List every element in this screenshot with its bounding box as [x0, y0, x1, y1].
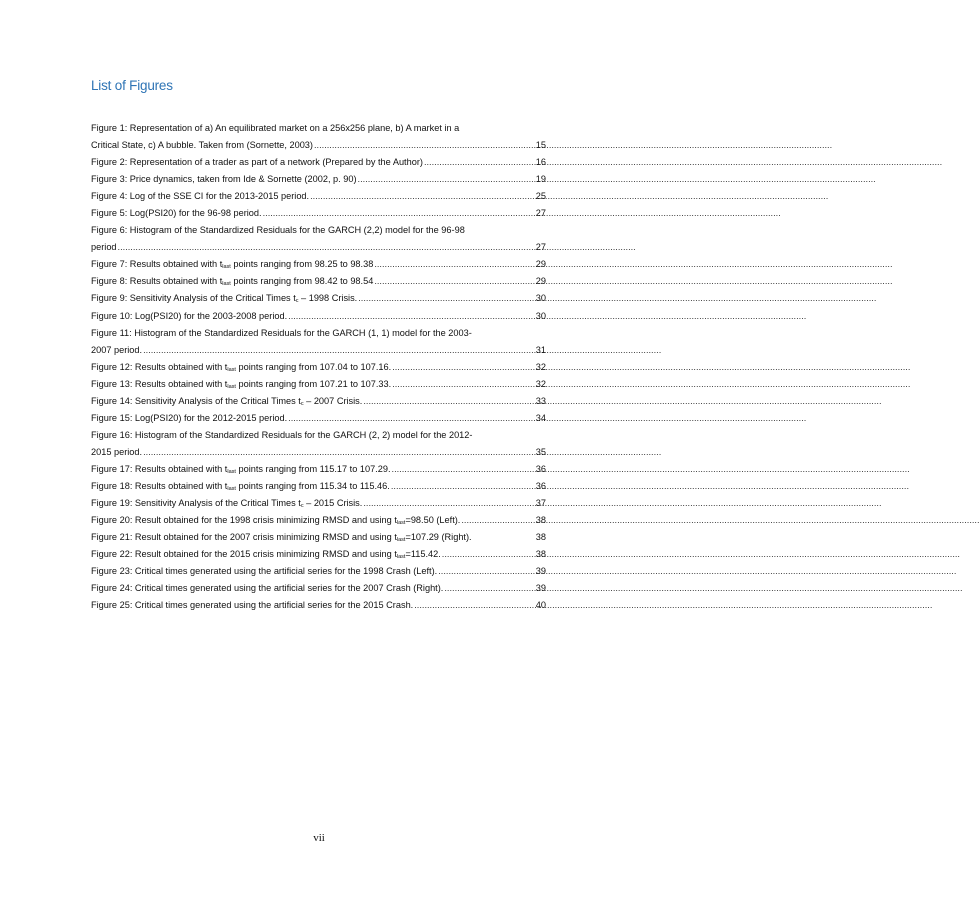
figure-caption [91, 495, 362, 512]
figure-entry[interactable] [91, 376, 546, 393]
caption-text: points ranging from 98.25 to 98.38 [230, 259, 374, 270]
figure-caption [91, 529, 536, 546]
figure-caption [91, 393, 362, 410]
figure-entry-line [91, 325, 546, 342]
figure-caption: Figure 25: Critical times generated using the artificial series for the 2015 Crash. [91, 600, 414, 611]
caption-subscript: last [396, 537, 406, 544]
figure-caption: Figure 3: Price dynamics, taken from Ide & Sornette (2002, p. 90) [91, 174, 357, 185]
figure-entry-line [91, 256, 546, 273]
caption-text: =115.42. [405, 549, 441, 560]
figure-entry[interactable] [91, 529, 546, 546]
figure-entry-line [91, 529, 546, 546]
caption-text: – 2007 Crisis. [303, 395, 363, 406]
figure-entry-line [91, 359, 546, 376]
figure-page-number: 39 [535, 583, 546, 594]
figure-page-number: 19 [535, 174, 546, 185]
figure-entry[interactable] [91, 393, 546, 410]
figure-entry[interactable] [91, 461, 546, 478]
figure-caption: Figure 11: Histogram of the Standardized Residuals for the GARCH (1, 1) model for the 2003- [91, 327, 472, 338]
figure-caption: 2007 period. [91, 344, 143, 355]
caption-text: Figure 21: Result obtained for the 2007 crisis minimizing RMSD and using t [91, 532, 397, 543]
figure-entry[interactable] [91, 495, 546, 512]
figure-page-number: 31 [535, 344, 546, 355]
figure-entry[interactable] [91, 325, 546, 359]
caption-subscript: last [396, 554, 406, 561]
figure-entry[interactable] [91, 410, 546, 427]
caption-text: Figure 9: Sensitivity Analysis of the Critical Times t [91, 293, 296, 304]
caption-text: Figure 8: Results obtained with t [91, 276, 223, 287]
dot-leader [358, 290, 535, 307]
caption-text: Figure 22: Result obtained for the 2015 crisis minimizing RMSD and using t [91, 549, 397, 560]
figure-entry[interactable] [91, 427, 546, 461]
figure-entry-line [91, 393, 546, 410]
figure-caption: Figure 16: Histogram of the Standardized Residuals for the GARCH (2, 2) model for the 2012- [91, 429, 473, 440]
figure-entry-line [91, 410, 546, 427]
figure-caption [91, 512, 460, 529]
figure-entry-line [91, 580, 546, 597]
caption-text: points ranging from 115.34 to 115.46. [235, 480, 390, 491]
figure-entry[interactable] [91, 563, 546, 580]
figure-entry-line [91, 427, 546, 444]
figure-entry-line [91, 222, 546, 239]
dot-leader [392, 461, 535, 478]
figure-entry[interactable] [91, 154, 546, 171]
figure-page-number: 36 [535, 463, 546, 474]
caption-subscript: c [300, 400, 304, 407]
figure-caption: Figure 1: Representation of a) An equilibrated market on a 256x256 plane, b) A market in a [91, 123, 460, 133]
caption-subscript: last [396, 520, 406, 527]
figure-entry-line [91, 563, 546, 580]
figure-page-number: 34 [535, 412, 546, 423]
figure-caption: period [91, 242, 117, 253]
figure-page-number: 27 [535, 242, 546, 253]
figure-entry-line [91, 597, 546, 614]
figure-page-number: 40 [535, 600, 546, 611]
figure-entry-line [91, 461, 546, 478]
caption-subscript: last [227, 366, 236, 373]
dot-leader [288, 410, 535, 427]
dot-leader [288, 308, 535, 325]
figure-entry[interactable] [91, 580, 546, 597]
caption-text: Figure 12: Results obtained with t [91, 361, 228, 372]
figure-page-number: 32 [535, 361, 546, 372]
dot-leader [461, 512, 534, 529]
dot-leader [442, 546, 535, 563]
figure-page-number: 29 [535, 259, 546, 270]
dot-leader [314, 137, 535, 154]
dot-leader [118, 239, 535, 256]
dot-leader [263, 205, 535, 222]
figure-entry-line [91, 495, 546, 512]
figure-entry-line [91, 376, 546, 393]
figure-caption: Figure 5: Log(PSI20) for the 96-98 period. [91, 208, 262, 219]
figure-caption: Figure 2: Representation of a trader as part of a network (Prepared by the Author) [91, 157, 423, 168]
figure-page-number: 39 [535, 566, 546, 577]
page-number: vii [313, 832, 325, 844]
figure-entry-line [91, 308, 546, 325]
figure-entry-line [91, 342, 546, 359]
figure-entry-line [91, 239, 546, 256]
figure-caption [91, 273, 373, 290]
dot-leader [310, 188, 535, 205]
figure-entry[interactable] [91, 308, 546, 325]
figure-entry-line [91, 120, 546, 137]
figure-entry[interactable] [91, 512, 546, 529]
caption-subscript: c [295, 298, 299, 305]
figure-entry[interactable] [91, 290, 546, 307]
caption-text: – 1998 Crisis. [298, 293, 358, 304]
caption-subscript: last [222, 264, 231, 271]
figure-page-number: 38 [535, 549, 546, 560]
figure-entry[interactable] [91, 359, 546, 376]
figure-page-number: 30 [535, 293, 546, 304]
figure-entry-line [91, 546, 546, 563]
caption-text: Figure 13: Results obtained with t [91, 378, 228, 389]
figure-page-number: 35 [535, 446, 546, 457]
figure-page-number: 29 [535, 276, 546, 287]
figure-entry-line [91, 188, 546, 205]
figure-page-number: 15 [535, 140, 546, 151]
figure-entry-line [91, 290, 546, 307]
dot-leader [424, 154, 535, 171]
dot-leader [392, 359, 535, 376]
figure-page-number: 16 [535, 157, 546, 168]
figure-entry-line [91, 273, 546, 290]
caption-text: Figure 19: Sensitivity Analysis of the Critical Times t [91, 498, 301, 509]
figure-entry-line [91, 154, 546, 171]
figure-caption [91, 290, 357, 307]
figure-page-number: 33 [535, 395, 546, 406]
figure-page-number: 36 [535, 480, 546, 491]
caption-text: points ranging from 107.21 to 107.33. [235, 378, 392, 389]
caption-subscript: last [227, 383, 236, 390]
dot-leader [414, 597, 535, 614]
figure-entry[interactable] [91, 478, 546, 495]
figure-page-number: 38 [535, 532, 546, 543]
caption-subscript: last [227, 468, 236, 475]
figure-caption [91, 461, 391, 478]
figure-page-number: 38 [535, 515, 546, 526]
caption-text: – 2015 Crisis. [303, 498, 363, 509]
figure-caption: Figure 23: Critical times generated using the artificial series for the 1998 Crash (Left). [91, 566, 438, 577]
figure-page-number: 32 [535, 378, 546, 389]
figure-entry-line [91, 444, 546, 461]
figure-caption: Figure 24: Critical times generated using the artificial series for the 2007 Crash (Right). [91, 583, 444, 594]
figure-entry[interactable] [91, 256, 546, 273]
figure-list [91, 120, 546, 614]
figure-caption: 2015 period. [91, 446, 143, 457]
figure-caption: Figure 10: Log(PSI20) for the 2003-2008 period. [91, 310, 288, 321]
dot-leader [358, 171, 535, 188]
figure-entry-line [91, 205, 546, 222]
figure-caption: Figure 15: Log(PSI20) for the 2012-2015 period. [91, 412, 288, 423]
list-of-figures-heading: List of Figures [91, 78, 173, 93]
dot-leader [374, 273, 534, 290]
figure-entry-line [91, 512, 546, 529]
dot-leader [363, 393, 534, 410]
caption-text: Figure 20: Result obtained for the 1998 crisis minimizing RMSD and using t [91, 515, 397, 526]
caption-subscript: c [300, 503, 304, 510]
figure-entry[interactable] [91, 120, 546, 154]
caption-text: =107.29 (Right). [405, 532, 472, 543]
dot-leader [374, 256, 534, 273]
figure-page-number: 30 [535, 310, 546, 321]
figure-entry[interactable] [91, 205, 546, 222]
figure-entry-line [91, 171, 546, 188]
figure-entry-line [91, 478, 546, 495]
caption-text: Figure 17: Results obtained with t [91, 463, 228, 474]
figure-caption [91, 478, 390, 495]
figure-caption [91, 376, 391, 393]
figure-caption: Critical State, c) A bubble. Taken from (Sornette, 2003) [91, 140, 313, 151]
caption-subscript: last [222, 281, 231, 288]
caption-text: points ranging from 98.42 to 98.54 [230, 276, 374, 287]
caption-text: Figure 14: Sensitivity Analysis of the Critical Times t [91, 395, 301, 406]
figure-entry[interactable] [91, 273, 546, 290]
dot-leader [438, 563, 535, 580]
caption-text: =98.50 (Left). [405, 515, 461, 526]
figure-entry[interactable] [91, 188, 546, 205]
caption-text: Figure 7: Results obtained with t [91, 259, 223, 270]
figure-entry[interactable] [91, 546, 546, 563]
figure-page-number: 37 [535, 498, 546, 509]
figure-caption [91, 359, 391, 376]
figure-caption [91, 256, 373, 273]
figure-page-number: 25 [535, 191, 546, 202]
dot-leader [444, 580, 534, 597]
dot-leader [363, 495, 534, 512]
caption-text: Figure 18: Results obtained with t [91, 480, 228, 491]
figure-entry[interactable] [91, 222, 546, 256]
dot-leader [143, 444, 535, 461]
figure-page-number: 27 [535, 208, 546, 219]
figure-caption: Figure 4: Log of the SSE CI for the 2013-2015 period. [91, 191, 310, 202]
dot-leader [391, 478, 535, 495]
dot-leader [392, 376, 535, 393]
dot-leader [143, 342, 535, 359]
figure-caption: Figure 6: Histogram of the Standardized Residuals for the GARCH (2,2) model for the 96-98 [91, 225, 465, 236]
caption-text: points ranging from 107.04 to 107.16. [235, 361, 392, 372]
figure-entry[interactable] [91, 171, 546, 188]
caption-text: points ranging from 115.17 to 107.29. [235, 463, 391, 474]
figure-entry-line [91, 137, 546, 154]
caption-subscript: last [227, 485, 236, 492]
figure-entry[interactable] [91, 597, 546, 614]
figure-caption [91, 546, 441, 563]
